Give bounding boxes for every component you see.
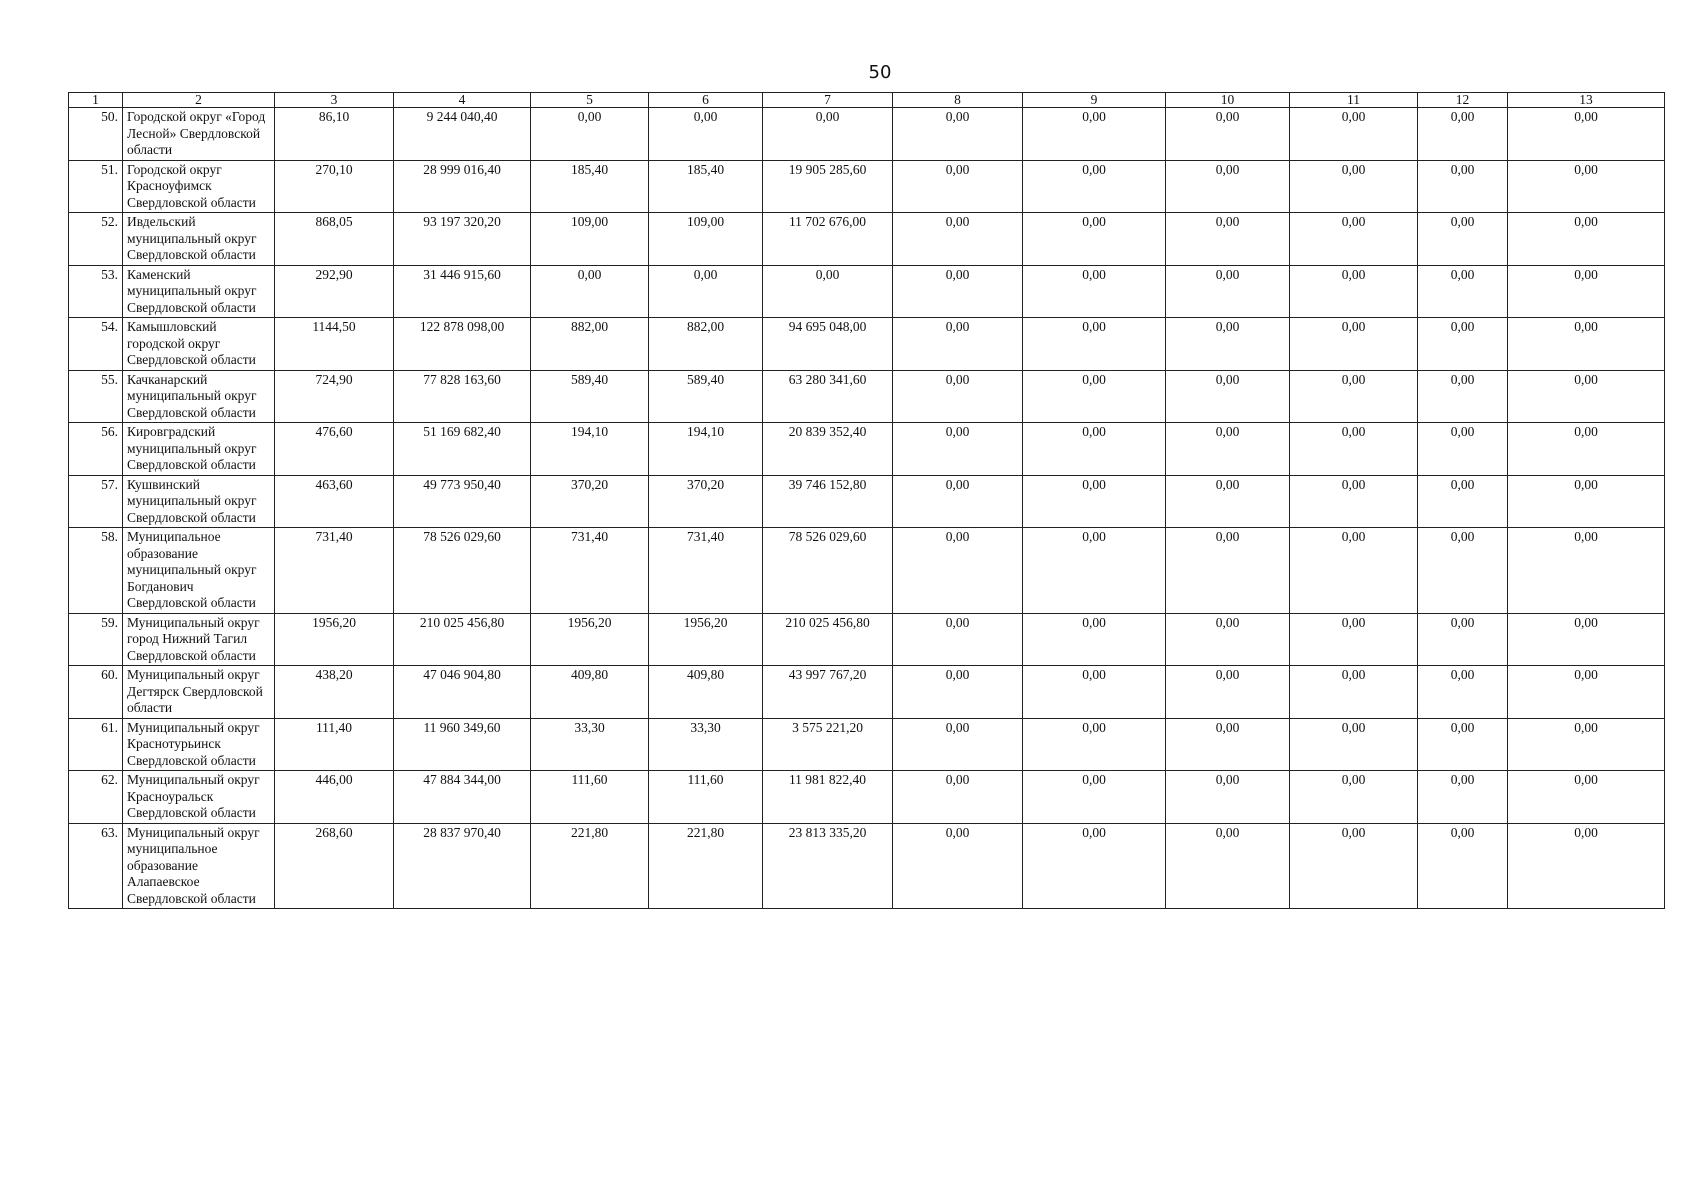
cell-col-11: 0,00 (1290, 528, 1418, 614)
cell-row-number: 52. (69, 213, 123, 266)
cell-col-13: 0,00 (1508, 528, 1665, 614)
cell-col-6: 0,00 (649, 265, 763, 318)
cell-col-10: 0,00 (1166, 475, 1290, 528)
column-header-10: 10 (1166, 93, 1290, 108)
cell-col-3: 463,60 (275, 475, 394, 528)
cell-row-number: 58. (69, 528, 123, 614)
cell-col-3: 1144,50 (275, 318, 394, 371)
cell-col-5: 185,40 (531, 160, 649, 213)
cell-col-8: 0,00 (893, 108, 1023, 161)
cell-col-12: 0,00 (1418, 423, 1508, 476)
cell-col-5: 409,80 (531, 666, 649, 719)
cell-col-3: 724,90 (275, 370, 394, 423)
cell-col-12: 0,00 (1418, 771, 1508, 824)
cell-col-10: 0,00 (1166, 370, 1290, 423)
cell-row-number: 62. (69, 771, 123, 824)
cell-col-11: 0,00 (1290, 666, 1418, 719)
cell-col-11: 0,00 (1290, 318, 1418, 371)
cell-col-12: 0,00 (1418, 160, 1508, 213)
cell-col-13: 0,00 (1508, 160, 1665, 213)
cell-municipality-name: Ивдельский муниципальный округ Свердловской области (123, 213, 275, 266)
cell-col-3: 476,60 (275, 423, 394, 476)
cell-municipality-name: Муниципальный округ Дегтярск Свердловской области (123, 666, 275, 719)
column-header-5: 5 (531, 93, 649, 108)
cell-col-4: 49 773 950,40 (394, 475, 531, 528)
cell-col-7: 19 905 285,60 (763, 160, 893, 213)
cell-col-7: 39 746 152,80 (763, 475, 893, 528)
cell-col-12: 0,00 (1418, 666, 1508, 719)
header-row (69, 93, 1665, 108)
cell-col-11: 0,00 (1290, 771, 1418, 824)
cell-col-8: 0,00 (893, 823, 1023, 909)
cell-row-number: 51. (69, 160, 123, 213)
cell-col-8: 0,00 (893, 613, 1023, 666)
cell-municipality-name: Муниципальный округ муниципальное образование Алапаевское Свердловской области (123, 823, 275, 909)
cell-col-5: 1956,20 (531, 613, 649, 666)
column-header-8: 8 (893, 93, 1023, 108)
cell-col-12: 0,00 (1418, 613, 1508, 666)
cell-col-12: 0,00 (1418, 718, 1508, 771)
cell-municipality-name: Муниципальный округ Краснотурьинск Свердловской области (123, 718, 275, 771)
cell-row-number: 63. (69, 823, 123, 909)
cell-col-3: 270,10 (275, 160, 394, 213)
cell-col-9: 0,00 (1023, 771, 1166, 824)
cell-col-6: 589,40 (649, 370, 763, 423)
cell-col-13: 0,00 (1508, 823, 1665, 909)
cell-col-6: 194,10 (649, 423, 763, 476)
table-row (69, 108, 1665, 161)
cell-col-7: 0,00 (763, 108, 893, 161)
cell-col-7: 20 839 352,40 (763, 423, 893, 476)
cell-col-11: 0,00 (1290, 423, 1418, 476)
cell-col-12: 0,00 (1418, 823, 1508, 909)
cell-municipality-name: Камышловский городской округ Свердловской области (123, 318, 275, 371)
cell-col-12: 0,00 (1418, 370, 1508, 423)
cell-col-13: 0,00 (1508, 213, 1665, 266)
column-header-12: 12 (1418, 93, 1508, 108)
table-row (69, 475, 1665, 528)
cell-col-4: 47 884 344,00 (394, 771, 531, 824)
table-body (69, 108, 1665, 909)
cell-col-13: 0,00 (1508, 666, 1665, 719)
table-row (69, 423, 1665, 476)
cell-col-6: 0,00 (649, 108, 763, 161)
cell-col-4: 122 878 098,00 (394, 318, 531, 371)
cell-col-4: 51 169 682,40 (394, 423, 531, 476)
cell-municipality-name: Кушвинский муниципальный округ Свердловской области (123, 475, 275, 528)
cell-municipality-name: Кировградский муниципальный округ Свердловской области (123, 423, 275, 476)
cell-row-number: 54. (69, 318, 123, 371)
table-row (69, 213, 1665, 266)
cell-col-13: 0,00 (1508, 108, 1665, 161)
cell-col-3: 111,40 (275, 718, 394, 771)
table-row (69, 265, 1665, 318)
cell-col-9: 0,00 (1023, 370, 1166, 423)
cell-col-9: 0,00 (1023, 108, 1166, 161)
cell-row-number: 61. (69, 718, 123, 771)
table-row (69, 318, 1665, 371)
cell-col-7: 43 997 767,20 (763, 666, 893, 719)
cell-col-6: 185,40 (649, 160, 763, 213)
cell-municipality-name: Городской округ Красноуфимск Свердловской области (123, 160, 275, 213)
cell-col-11: 0,00 (1290, 108, 1418, 161)
cell-col-9: 0,00 (1023, 475, 1166, 528)
cell-col-8: 0,00 (893, 475, 1023, 528)
cell-col-10: 0,00 (1166, 423, 1290, 476)
cell-col-12: 0,00 (1418, 528, 1508, 614)
cell-col-3: 268,60 (275, 823, 394, 909)
cell-col-4: 11 960 349,60 (394, 718, 531, 771)
cell-col-8: 0,00 (893, 528, 1023, 614)
cell-col-13: 0,00 (1508, 370, 1665, 423)
cell-col-5: 0,00 (531, 265, 649, 318)
column-header-4: 4 (394, 93, 531, 108)
cell-municipality-name: Городской округ «Город Лесной» Свердловской области (123, 108, 275, 161)
cell-col-8: 0,00 (893, 771, 1023, 824)
cell-col-4: 31 446 915,60 (394, 265, 531, 318)
column-header-7: 7 (763, 93, 893, 108)
cell-col-12: 0,00 (1418, 108, 1508, 161)
table-row (69, 823, 1665, 909)
cell-col-3: 1956,20 (275, 613, 394, 666)
cell-col-11: 0,00 (1290, 718, 1418, 771)
cell-col-13: 0,00 (1508, 718, 1665, 771)
cell-row-number: 59. (69, 613, 123, 666)
cell-col-3: 438,20 (275, 666, 394, 719)
cell-col-8: 0,00 (893, 666, 1023, 719)
cell-col-6: 370,20 (649, 475, 763, 528)
column-header-2: 2 (123, 93, 275, 108)
cell-municipality-name: Муниципальный округ город Нижний Тагил Свердловской области (123, 613, 275, 666)
cell-col-4: 47 046 904,80 (394, 666, 531, 719)
cell-col-7: 11 702 676,00 (763, 213, 893, 266)
cell-col-7: 94 695 048,00 (763, 318, 893, 371)
cell-col-9: 0,00 (1023, 823, 1166, 909)
cell-col-3: 292,90 (275, 265, 394, 318)
cell-col-9: 0,00 (1023, 213, 1166, 266)
cell-col-6: 33,30 (649, 718, 763, 771)
cell-col-6: 731,40 (649, 528, 763, 614)
cell-col-10: 0,00 (1166, 823, 1290, 909)
cell-row-number: 50. (69, 108, 123, 161)
cell-row-number: 56. (69, 423, 123, 476)
cell-col-13: 0,00 (1508, 613, 1665, 666)
cell-col-8: 0,00 (893, 370, 1023, 423)
cell-col-7: 23 813 335,20 (763, 823, 893, 909)
cell-row-number: 60. (69, 666, 123, 719)
cell-col-7: 0,00 (763, 265, 893, 318)
cell-col-7: 210 025 456,80 (763, 613, 893, 666)
table-row (69, 666, 1665, 719)
cell-col-10: 0,00 (1166, 528, 1290, 614)
cell-col-7: 11 981 822,40 (763, 771, 893, 824)
cell-col-5: 109,00 (531, 213, 649, 266)
column-header-1: 1 (69, 93, 123, 108)
cell-col-6: 1956,20 (649, 613, 763, 666)
table-row (69, 528, 1665, 614)
cell-col-5: 194,10 (531, 423, 649, 476)
cell-col-8: 0,00 (893, 318, 1023, 371)
cell-municipality-name: Муниципальное образование муниципальный округ Богданович Свердловской области (123, 528, 275, 614)
column-header-3: 3 (275, 93, 394, 108)
cell-col-3: 868,05 (275, 213, 394, 266)
cell-col-10: 0,00 (1166, 213, 1290, 266)
column-header-9: 9 (1023, 93, 1166, 108)
cell-col-5: 0,00 (531, 108, 649, 161)
cell-col-13: 0,00 (1508, 771, 1665, 824)
cell-col-8: 0,00 (893, 160, 1023, 213)
cell-col-10: 0,00 (1166, 771, 1290, 824)
cell-row-number: 55. (69, 370, 123, 423)
column-header-13: 13 (1508, 93, 1665, 108)
cell-col-4: 210 025 456,80 (394, 613, 531, 666)
cell-col-4: 28 999 016,40 (394, 160, 531, 213)
data-table (68, 92, 1665, 909)
cell-row-number: 53. (69, 265, 123, 318)
cell-col-4: 93 197 320,20 (394, 213, 531, 266)
cell-col-8: 0,00 (893, 423, 1023, 476)
cell-col-12: 0,00 (1418, 213, 1508, 266)
cell-col-4: 9 244 040,40 (394, 108, 531, 161)
cell-col-8: 0,00 (893, 213, 1023, 266)
cell-col-10: 0,00 (1166, 265, 1290, 318)
cell-col-8: 0,00 (893, 265, 1023, 318)
cell-col-13: 0,00 (1508, 475, 1665, 528)
cell-col-5: 33,30 (531, 718, 649, 771)
cell-col-3: 731,40 (275, 528, 394, 614)
cell-col-13: 0,00 (1508, 265, 1665, 318)
cell-col-12: 0,00 (1418, 318, 1508, 371)
cell-col-10: 0,00 (1166, 318, 1290, 371)
cell-col-12: 0,00 (1418, 265, 1508, 318)
table-row (69, 160, 1665, 213)
cell-col-9: 0,00 (1023, 528, 1166, 614)
cell-col-5: 221,80 (531, 823, 649, 909)
cell-col-6: 221,80 (649, 823, 763, 909)
cell-col-5: 111,60 (531, 771, 649, 824)
cell-col-5: 589,40 (531, 370, 649, 423)
cell-col-6: 111,60 (649, 771, 763, 824)
cell-col-4: 78 526 029,60 (394, 528, 531, 614)
cell-col-9: 0,00 (1023, 160, 1166, 213)
table-row (69, 370, 1665, 423)
cell-col-3: 86,10 (275, 108, 394, 161)
cell-municipality-name: Каменский муниципальный округ Свердловской области (123, 265, 275, 318)
cell-col-7: 63 280 341,60 (763, 370, 893, 423)
table-row (69, 718, 1665, 771)
cell-col-10: 0,00 (1166, 160, 1290, 213)
cell-col-9: 0,00 (1023, 265, 1166, 318)
cell-col-6: 409,80 (649, 666, 763, 719)
table-row (69, 613, 1665, 666)
cell-col-10: 0,00 (1166, 613, 1290, 666)
cell-col-5: 882,00 (531, 318, 649, 371)
cell-municipality-name: Муниципальный округ Красноуральск Свердловской области (123, 771, 275, 824)
table-row (69, 771, 1665, 824)
cell-row-number: 57. (69, 475, 123, 528)
cell-col-10: 0,00 (1166, 666, 1290, 719)
cell-col-8: 0,00 (893, 718, 1023, 771)
cell-col-9: 0,00 (1023, 666, 1166, 719)
cell-col-5: 370,20 (531, 475, 649, 528)
cell-col-5: 731,40 (531, 528, 649, 614)
cell-col-9: 0,00 (1023, 718, 1166, 771)
cell-col-12: 0,00 (1418, 475, 1508, 528)
cell-col-4: 77 828 163,60 (394, 370, 531, 423)
cell-col-3: 446,00 (275, 771, 394, 824)
cell-col-10: 0,00 (1166, 108, 1290, 161)
column-header-6: 6 (649, 93, 763, 108)
column-header-11: 11 (1290, 93, 1418, 108)
cell-col-11: 0,00 (1290, 265, 1418, 318)
cell-col-4: 28 837 970,40 (394, 823, 531, 909)
cell-col-13: 0,00 (1508, 318, 1665, 371)
cell-col-9: 0,00 (1023, 613, 1166, 666)
cell-col-9: 0,00 (1023, 423, 1166, 476)
cell-col-11: 0,00 (1290, 475, 1418, 528)
cell-col-10: 0,00 (1166, 718, 1290, 771)
cell-col-11: 0,00 (1290, 160, 1418, 213)
cell-municipality-name: Качканарский муниципальный округ Свердловской области (123, 370, 275, 423)
cell-col-11: 0,00 (1290, 613, 1418, 666)
cell-col-11: 0,00 (1290, 370, 1418, 423)
cell-col-7: 3 575 221,20 (763, 718, 893, 771)
cell-col-13: 0,00 (1508, 423, 1665, 476)
cell-col-6: 882,00 (649, 318, 763, 371)
cell-col-6: 109,00 (649, 213, 763, 266)
cell-col-11: 0,00 (1290, 823, 1418, 909)
cell-col-11: 0,00 (1290, 213, 1418, 266)
cell-col-9: 0,00 (1023, 318, 1166, 371)
cell-col-7: 78 526 029,60 (763, 528, 893, 614)
page-number: 50 (868, 62, 892, 83)
